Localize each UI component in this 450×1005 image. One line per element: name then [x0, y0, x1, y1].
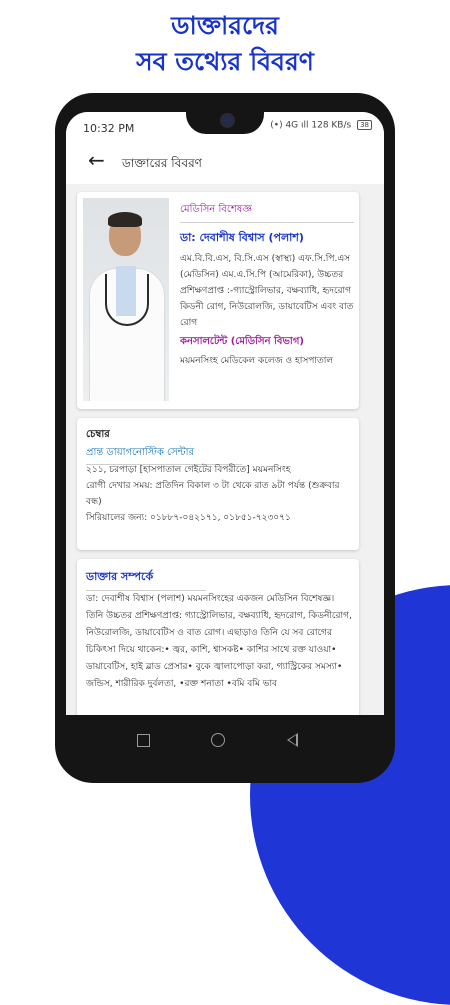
chamber-heading: চেম্বার — [86, 429, 110, 440]
stethoscope-icon — [105, 274, 149, 326]
status-icons — [270, 120, 372, 131]
doctor-speciality: মেডিসিন বিশেষজ্ঞ — [180, 202, 354, 223]
about-text: ডা: দেবাশীষ বিশ্বাস (পলাশ) ময়মনসিংহের একজন মেডিসিন বিশেষজ্ঞ। তিনি উচ্চতর প্রশিক্ষণপ্রাপ্ত: গ্যাস্ট্রোলিভার, বক্ষব্যাধি, হৃদরোগ, কিডনীরোগ, নিউরোলজি, ডায়াবেটিস ও বাত রোগ। এছাড়াও তিনি যে সব রোগের চিকিৎসা দিয়ে থাকেন:• জ্বর, কাশি, শ্বাসকষ্ট• কাশির সাথে রক্ত যাওয়া• ডায়াবেটিস, হাই ব্লাড প্রেসার• বুকে জ্বালাপোড়া করা, গ্যাস্ট্রিকের সমস্যা• জন্ডিস, শারীরিক দুর্বলতা, •রক্ত শনাতা •বমি বমি ভাব — [86, 594, 352, 689]
doctor-name: ডা: দেবাশীষ বিশ্বাস (পলাশ) — [180, 231, 304, 244]
doctor-photo — [83, 198, 169, 401]
signal-icons: (•) 4G ıll 128 KB/s — [270, 120, 352, 131]
chamber-address: ২১১, চরপাড়া [হাসপাতাল গেইটের বিপরীতে] ময়মনসিংহ — [86, 465, 291, 475]
front-camera-icon — [220, 113, 235, 128]
doctor-qualifications: এম.বি.বি.এস, বি.সি.এস (স্বাস্থ্য) এফ.সি.পি.এস (মেডিসিন) এম.এ.সি.পি (আমেরিকা), উচ্চতর প্রশিক্ষণপ্রাপ্ত :-গ্যাস্ট্রোলিভার, বক্ষব্যাধি, হৃদরোগ কিডনী রোগ, নিউরোলজি, ডায়াবেটিস এবং বাত রোগ — [180, 254, 354, 328]
promo-headline — [0, 8, 450, 80]
phone-screen — [66, 112, 384, 732]
recent-apps-icon[interactable] — [137, 734, 150, 747]
photo-hair — [108, 212, 142, 227]
content-scroll[interactable] — [66, 184, 384, 732]
doctor-designation: কনসালটেন্ট (মেডিসিন বিভাগ) — [180, 336, 304, 347]
chamber-visiting-time: রোগী দেখার সময়: প্রতিদিন বিকাল ৩ টা থেকে রাত ৯টা পর্যন্ত (শুক্রবার বন্ধ) — [86, 481, 340, 507]
home-icon[interactable] — [211, 733, 225, 747]
app-bar — [66, 142, 384, 184]
status-time: 10:32 PM — [83, 122, 135, 135]
doctor-profile-card — [77, 192, 359, 409]
status-bar — [66, 112, 384, 142]
about-doctor-card — [77, 559, 359, 732]
system-nav-bar — [66, 715, 384, 765]
about-heading: ডাক্তার সম্পর্কে — [86, 568, 206, 591]
headline-line-2: সব তথ্যের বিবরণ — [136, 47, 314, 76]
doctor-info — [180, 202, 354, 369]
page-title: ডাক্তারের বিবরণ — [122, 156, 202, 170]
chamber-card — [77, 418, 359, 550]
battery-icon: 38 — [357, 120, 372, 130]
doctor-institution: ময়মনসিংহ মেডিকেল কলেজ ও হাসপাতাল — [180, 356, 334, 366]
camera-notch — [186, 112, 264, 134]
chamber-details — [86, 462, 354, 526]
chamber-serial-phone[interactable]: সিরিয়ালের জন্য: ০১৮৮৭-০৪২১৭১, ০১৮৫১-৭২৩০৭১ — [86, 513, 291, 523]
nav-back-icon[interactable] — [287, 733, 298, 747]
headline-line-1: ডাক্তারদের — [171, 11, 279, 40]
back-arrow-icon[interactable]: ← — [88, 148, 105, 172]
chamber-name: প্রান্ত ডায়াগনোস্টিক সেন্টার — [86, 445, 242, 465]
